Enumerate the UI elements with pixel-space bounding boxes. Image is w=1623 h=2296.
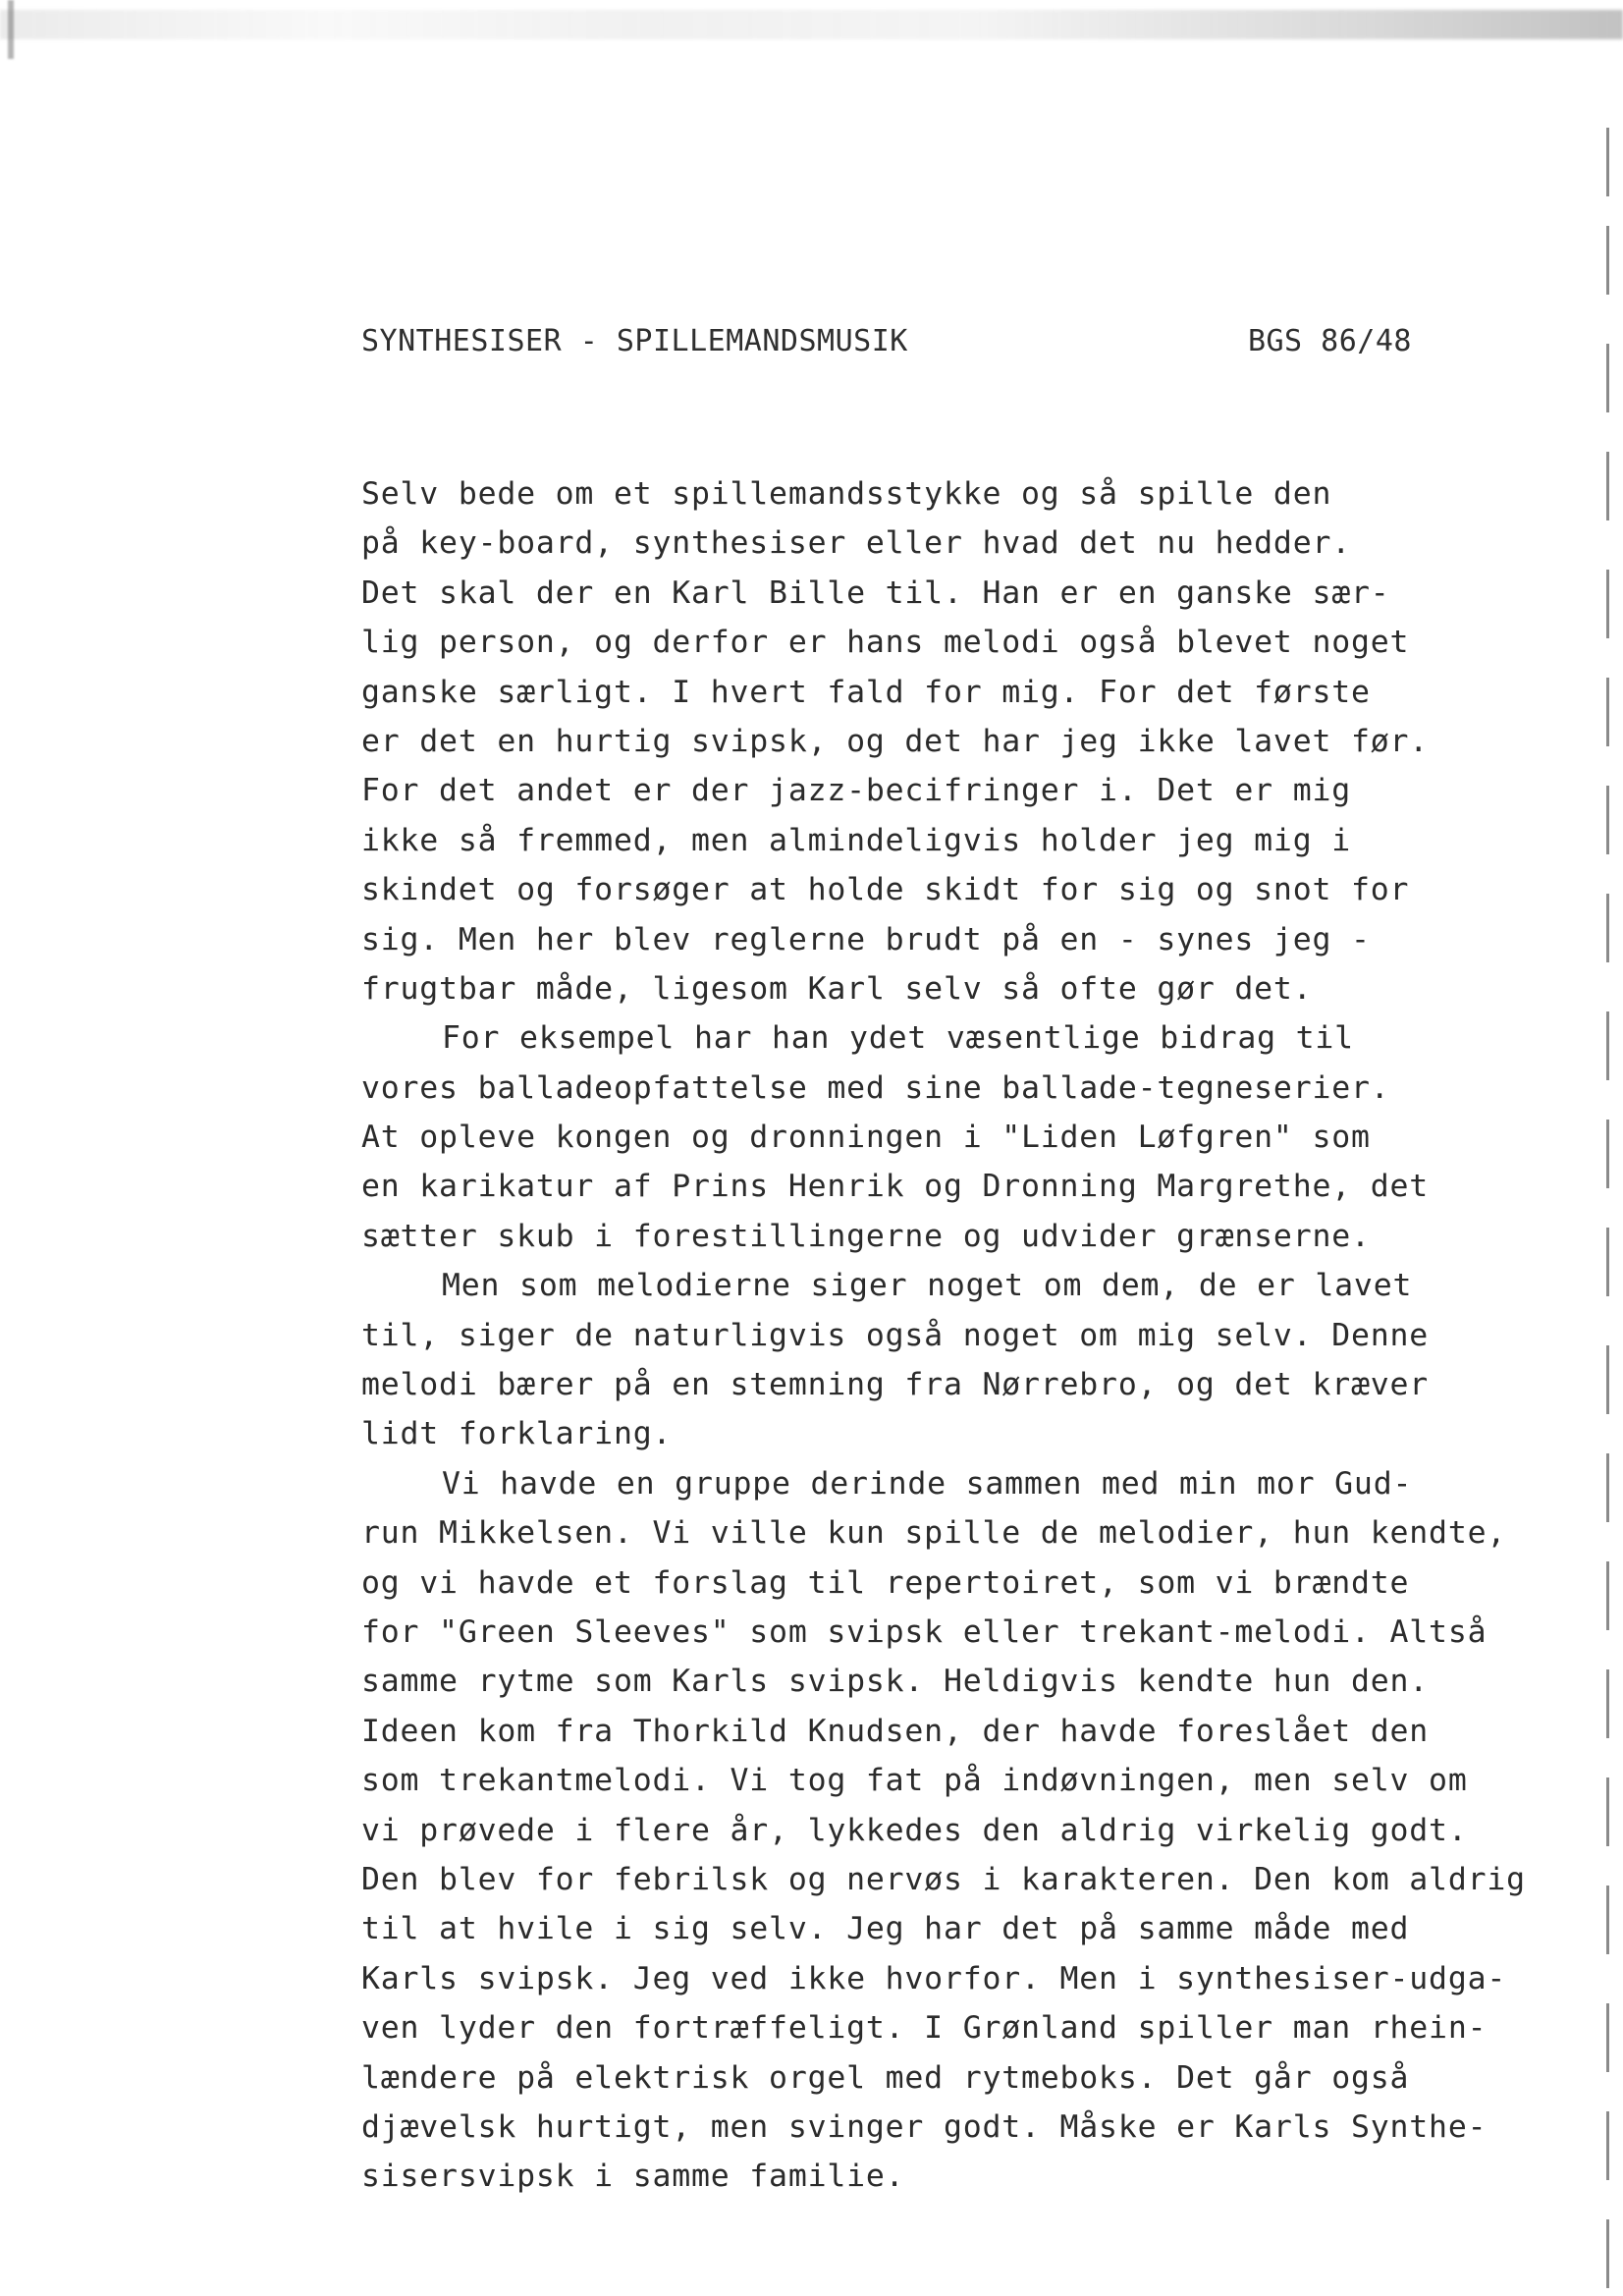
text-line: skindet og forsøger at holde skidt for sig og snot for — [361, 872, 1410, 908]
text-line: For det andet er der jazz-becifringer i. Det er mig — [361, 773, 1351, 809]
text-line: lændere på elektrisk orgel med rytmeboks. Det går også — [361, 2059, 1410, 2096]
text-line: vi prøvede i flere år, lykkedes den aldrig virkelig godt. — [361, 1812, 1468, 1848]
text-line: run Mikkelsen. Vi ville kun spille de melodier, hun kendte, — [361, 1515, 1507, 1552]
text-line: sisersvipsk i samme familie. — [361, 2159, 905, 2195]
edge-mark — [1606, 570, 1609, 638]
text-line: Ideen kom fra Thorkild Knudsen, der havde foreslået den — [361, 1713, 1430, 1749]
page-edge-marks — [1606, 108, 1616, 2288]
edge-mark — [1606, 2219, 1609, 2288]
text-line: samme rytme som Karls svipsk. Heldigvis kendte hun den. — [361, 1664, 1430, 1700]
text-line: At opleve kongen og dronningen i "Liden Løfgren" som — [361, 1120, 1371, 1156]
edge-mark — [1606, 1345, 1609, 1414]
text-line: er det en hurtig svipsk, og det har jeg ikke lavet før. — [361, 723, 1430, 759]
text-line: ven lyder den fortræffeligt. I Grønland spiller man rhein- — [361, 2010, 1488, 2047]
text-line: til, siger de naturligvis også noget om mig selv. Denne — [361, 1317, 1430, 1353]
text-line: melodi bærer på en stemning fra Nørrebro, og det kræver — [361, 1367, 1430, 1403]
edge-mark — [1606, 1886, 1609, 1954]
text-line: ganske særligt. I hvert fald for mig. For det første — [361, 674, 1371, 710]
text-line: frugtbar måde, ligesom Karl selv så ofte gør det. — [361, 970, 1313, 1007]
text-line: lidt forklaring. — [361, 1416, 673, 1452]
text-line: sætter skub i forestillingerne og udvider grænserne. — [361, 1218, 1371, 1254]
edge-mark — [1606, 1453, 1609, 1522]
edge-mark — [1606, 1011, 1609, 1080]
edge-mark — [1606, 344, 1609, 412]
text-line: Det skal der en Karl Bille til. Han er en ganske sær- — [361, 574, 1390, 611]
text-line: som trekantmelodi. Vi tog fat på indøvningen, men selv om — [361, 1763, 1468, 1799]
text-line: Karls svipsk. Jeg ved ikke hvorfor. Men i synthesiser-udga- — [361, 1960, 1507, 1996]
text-line: for "Green Sleeves" som svipsk eller trekant-melodi. Altså — [361, 1613, 1488, 1650]
edge-mark — [1606, 894, 1609, 962]
edge-mark — [1606, 128, 1609, 196]
text-line: ikke så fremmed, men almindeligvis holder jeg mig i — [361, 822, 1351, 858]
document-header — [361, 324, 1412, 363]
edge-mark — [1606, 1777, 1609, 1846]
edge-mark — [1606, 786, 1609, 854]
text-line: djævelsk hurtigt, men svinger godt. Måske er Karls Synthe- — [361, 2108, 1488, 2145]
text-line: sig. Men her blev reglerne brudt på en - synes jeg - — [361, 921, 1371, 957]
edge-mark — [1606, 226, 1609, 295]
text-line: en karikatur af Prins Henrik og Dronning Margrethe, det — [361, 1169, 1430, 1205]
body-text — [361, 469, 1598, 2202]
edge-mark — [1606, 1228, 1609, 1296]
text-line: Vi havde en gruppe derinde sammen med min mor Gud- — [442, 1465, 1413, 1502]
edge-mark — [1606, 452, 1609, 520]
edge-mark — [1606, 1669, 1609, 1738]
scan-artifact-top — [0, 10, 1623, 39]
text-line: til at hvile i sig selv. Jeg har det på samme måde med — [361, 1911, 1410, 1947]
text-line: på key-board, synthesiser eller hvad det nu hedder. — [361, 525, 1351, 562]
scan-artifact-left — [8, 0, 14, 59]
edge-mark — [1606, 2111, 1609, 2180]
text-line: Selv bede om et spillemandsstykke og så spille den — [361, 476, 1332, 512]
text-line: og vi havde et forslag til repertoiret, som vi brændte — [361, 1564, 1410, 1601]
text-line: lig person, og derfor er hans melodi også blevet noget — [361, 625, 1410, 661]
edge-mark — [1606, 2003, 1609, 2072]
document-reference-code: BGS 86/48 — [1247, 324, 1412, 358]
edge-mark — [1606, 1120, 1609, 1188]
edge-mark — [1606, 1561, 1609, 1630]
text-line: vores balladeopfattelse med sine ballade-tegneserier. — [361, 1069, 1390, 1106]
text-line: For eksempel har han ydet væsentlige bidrag til — [442, 1020, 1354, 1057]
document-title: SYNTHESISER - SPILLEMANDSMUSIK — [361, 324, 908, 358]
text-line: Men som melodierne siger noget om dem, de er lavet — [442, 1268, 1413, 1304]
edge-mark — [1606, 678, 1609, 746]
text-line: Den blev for febrilsk og nervøs i karakteren. Den kom aldrig — [361, 1861, 1526, 1897]
